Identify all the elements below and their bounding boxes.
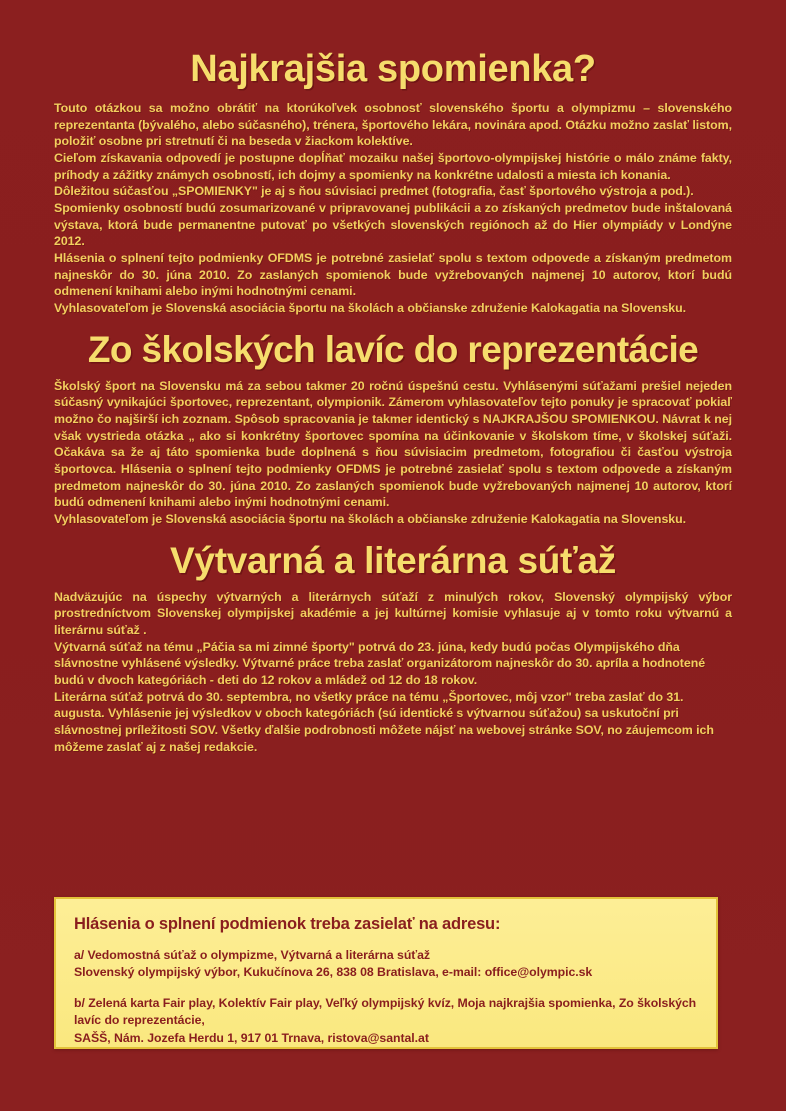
paragraph: Vyhlasovateľom je Slovenská asociácia športu na školách a občianske združenie Kalokagatia na Slovensku. — [54, 301, 687, 316]
section-1-body — [54, 100, 732, 317]
address-box-title: Hlásenia o splnení podmienok treba zasielať na adresu: — [74, 915, 501, 933]
paragraph: Cieľom získavania odpovedí je postupne dopĺňať mozaiku našej športovo-olympijskej histórie o málo známe fakty, príhody a zážitky známych osobností, ich dojmy a spomienky na konkrétne udalosti a miesta ich konania. — [54, 151, 732, 182]
paragraph: Dôležitou súčasťou „SPOMIENKY" je aj s ňou súvisiaci predmet (fotografia, časť športového výstroja a pod.). — [54, 184, 694, 199]
paragraph: Touto otázkou sa možno obrátiť na ktorúkoľvek osobnosť slovenského športu a olympizmu – slovenského reprezentanta (bývalého, alebo súčasného), trénera, športového lekára, novinára apod. Otázku možno zaslať listom, položiť osobne pri stretnutí či na beseda v žiackom kolektíve. — [54, 101, 732, 149]
paragraph: Hlásenia o splnení tejto podmienky OFDMS je potrebné zasielať spolu s textom odpovede a získaným predmetom najneskôr do 30. júna 2010. Zo zaslaných spomienok bude vyžrebovaných najmenej 10 autorov, ktorí budú odmenení knihami alebo inými hodnotnými cenami. — [54, 251, 732, 299]
section-3-body — [54, 589, 732, 756]
address-entry-a-line-2: Slovenský olympijský výbor, Kukučínova 26, 838 08 Bratislava, e-mail: office@olympic.sk — [74, 965, 593, 980]
address-entry-b-line-1: b/ Zelená karta Fair play, Kolektív Fair play, Veľký olympijský kvíz, Moja najkrajšia spomienka, Zo školských lavíc do reprezentácie, — [74, 995, 697, 1028]
section-3-heading: Výtvarná a literárna súťaž — [170, 539, 616, 581]
paragraph: Literárna súťaž potrvá do 30. septembra, no všetky práce na tému „Športovec, môj vzor" treba zaslať do 31. augusta. Vyhlásenie jej výsledkov v oboch kategóriách (sú identické s výtvarnou súťažou) sa uskutoční pri slávnostnej príležitosti SOV. Všetky ďalšie podrobnosti môžete nájsť na webovej stránke SOV, no záujemcom ich môžeme zaslať aj z našej redakcie. — [54, 689, 714, 754]
paragraph: Vyhlasovateľom je Slovenská asociácia športu na školách a občianske združenie Kalokagatia na Slovensku. — [54, 512, 687, 527]
section-2-heading: Zo školských lavíc do reprezentácie — [87, 328, 699, 370]
paragraph: Výtvarná súťaž na tému „Páčia sa mi zimné športy" potrvá do 23. júna, kedy budú počas Olympijského dňa slávnostne vyhlásené výsledky. Výtvarné práce treba zaslať organizátorom najneskôr do 30. apríla a hodnotené budú v dvoch kategóriách - deti do 12 rokov a mládež od 12 do 18 rokov. — [54, 639, 706, 688]
paragraph: Spomienky osobností budú zosumarizované v pripravovanej publikácii a zo získaných predmetov bude inštalovaná výstava, ktorá bude permanentne putovať po všetkých slovenských regiónoch až do Hier olympiády v Londýne 2012. — [54, 201, 732, 249]
address-entry-b-line-2: SAŠŠ, Nám. Jozefa Herdu 1, 917 01 Trnava, ristova@santal.at — [74, 1030, 429, 1045]
paragraph: Školský šport na Slovensku má za sebou takmer 20 ročnú úspešnú cestu. Vyhlásenými súťažami prešiel nejeden súčasný vynikajúci športovec, reprezentant, olympionik. Zámerom vyhlasovateľov tejto ponuky je spracovať pokiaľ možno čo najširší ich zoznam. Spôsob spracovania je takmer identický s NAJKRAJŠOU SPOMIENKOU. Návrat k nej však vystrieda otázka „ ako si konkrétny športovec spomína na účinkovanie v školskom tíme, v školskej súťaži. Očakáva sa že aj táto spomienka bude doplnená s ňou súvisiacim predmetom, fotografiou či časťou výstroja športovca. Hlásenia o splnení tejto podmienky OFDMS je potrebné zasielať spolu s textom odpovede a získaným predmetom najneskôr do 30. júna 2010. Zo zaslaných spomienok bude vyžrebovaných najmenej 10 autorov, ktorí budú odmenení knihami alebo inými hodnotnými cenami. — [54, 378, 732, 510]
address-box — [54, 897, 718, 1049]
section-1-heading: Najkrajšia spomienka? — [190, 48, 596, 90]
paragraph: Nadväzujúc na úspechy výtvarných a literárnych súťaží z minulých rokov, Slovenský olympijský výbor prostredníctvom Slovenskej olympijskej akadémie a jej kultúrnej komisie vyhlasuje aj v tomto roku výtvarnú a literárnu súťaž . — [54, 589, 732, 638]
section-2-body — [54, 378, 732, 528]
address-entry-a-line-1: a/ Vedomostná súťaž o olympizme, Výtvarná a literárna súťaž — [74, 948, 431, 962]
address-box-gap — [74, 982, 698, 995]
